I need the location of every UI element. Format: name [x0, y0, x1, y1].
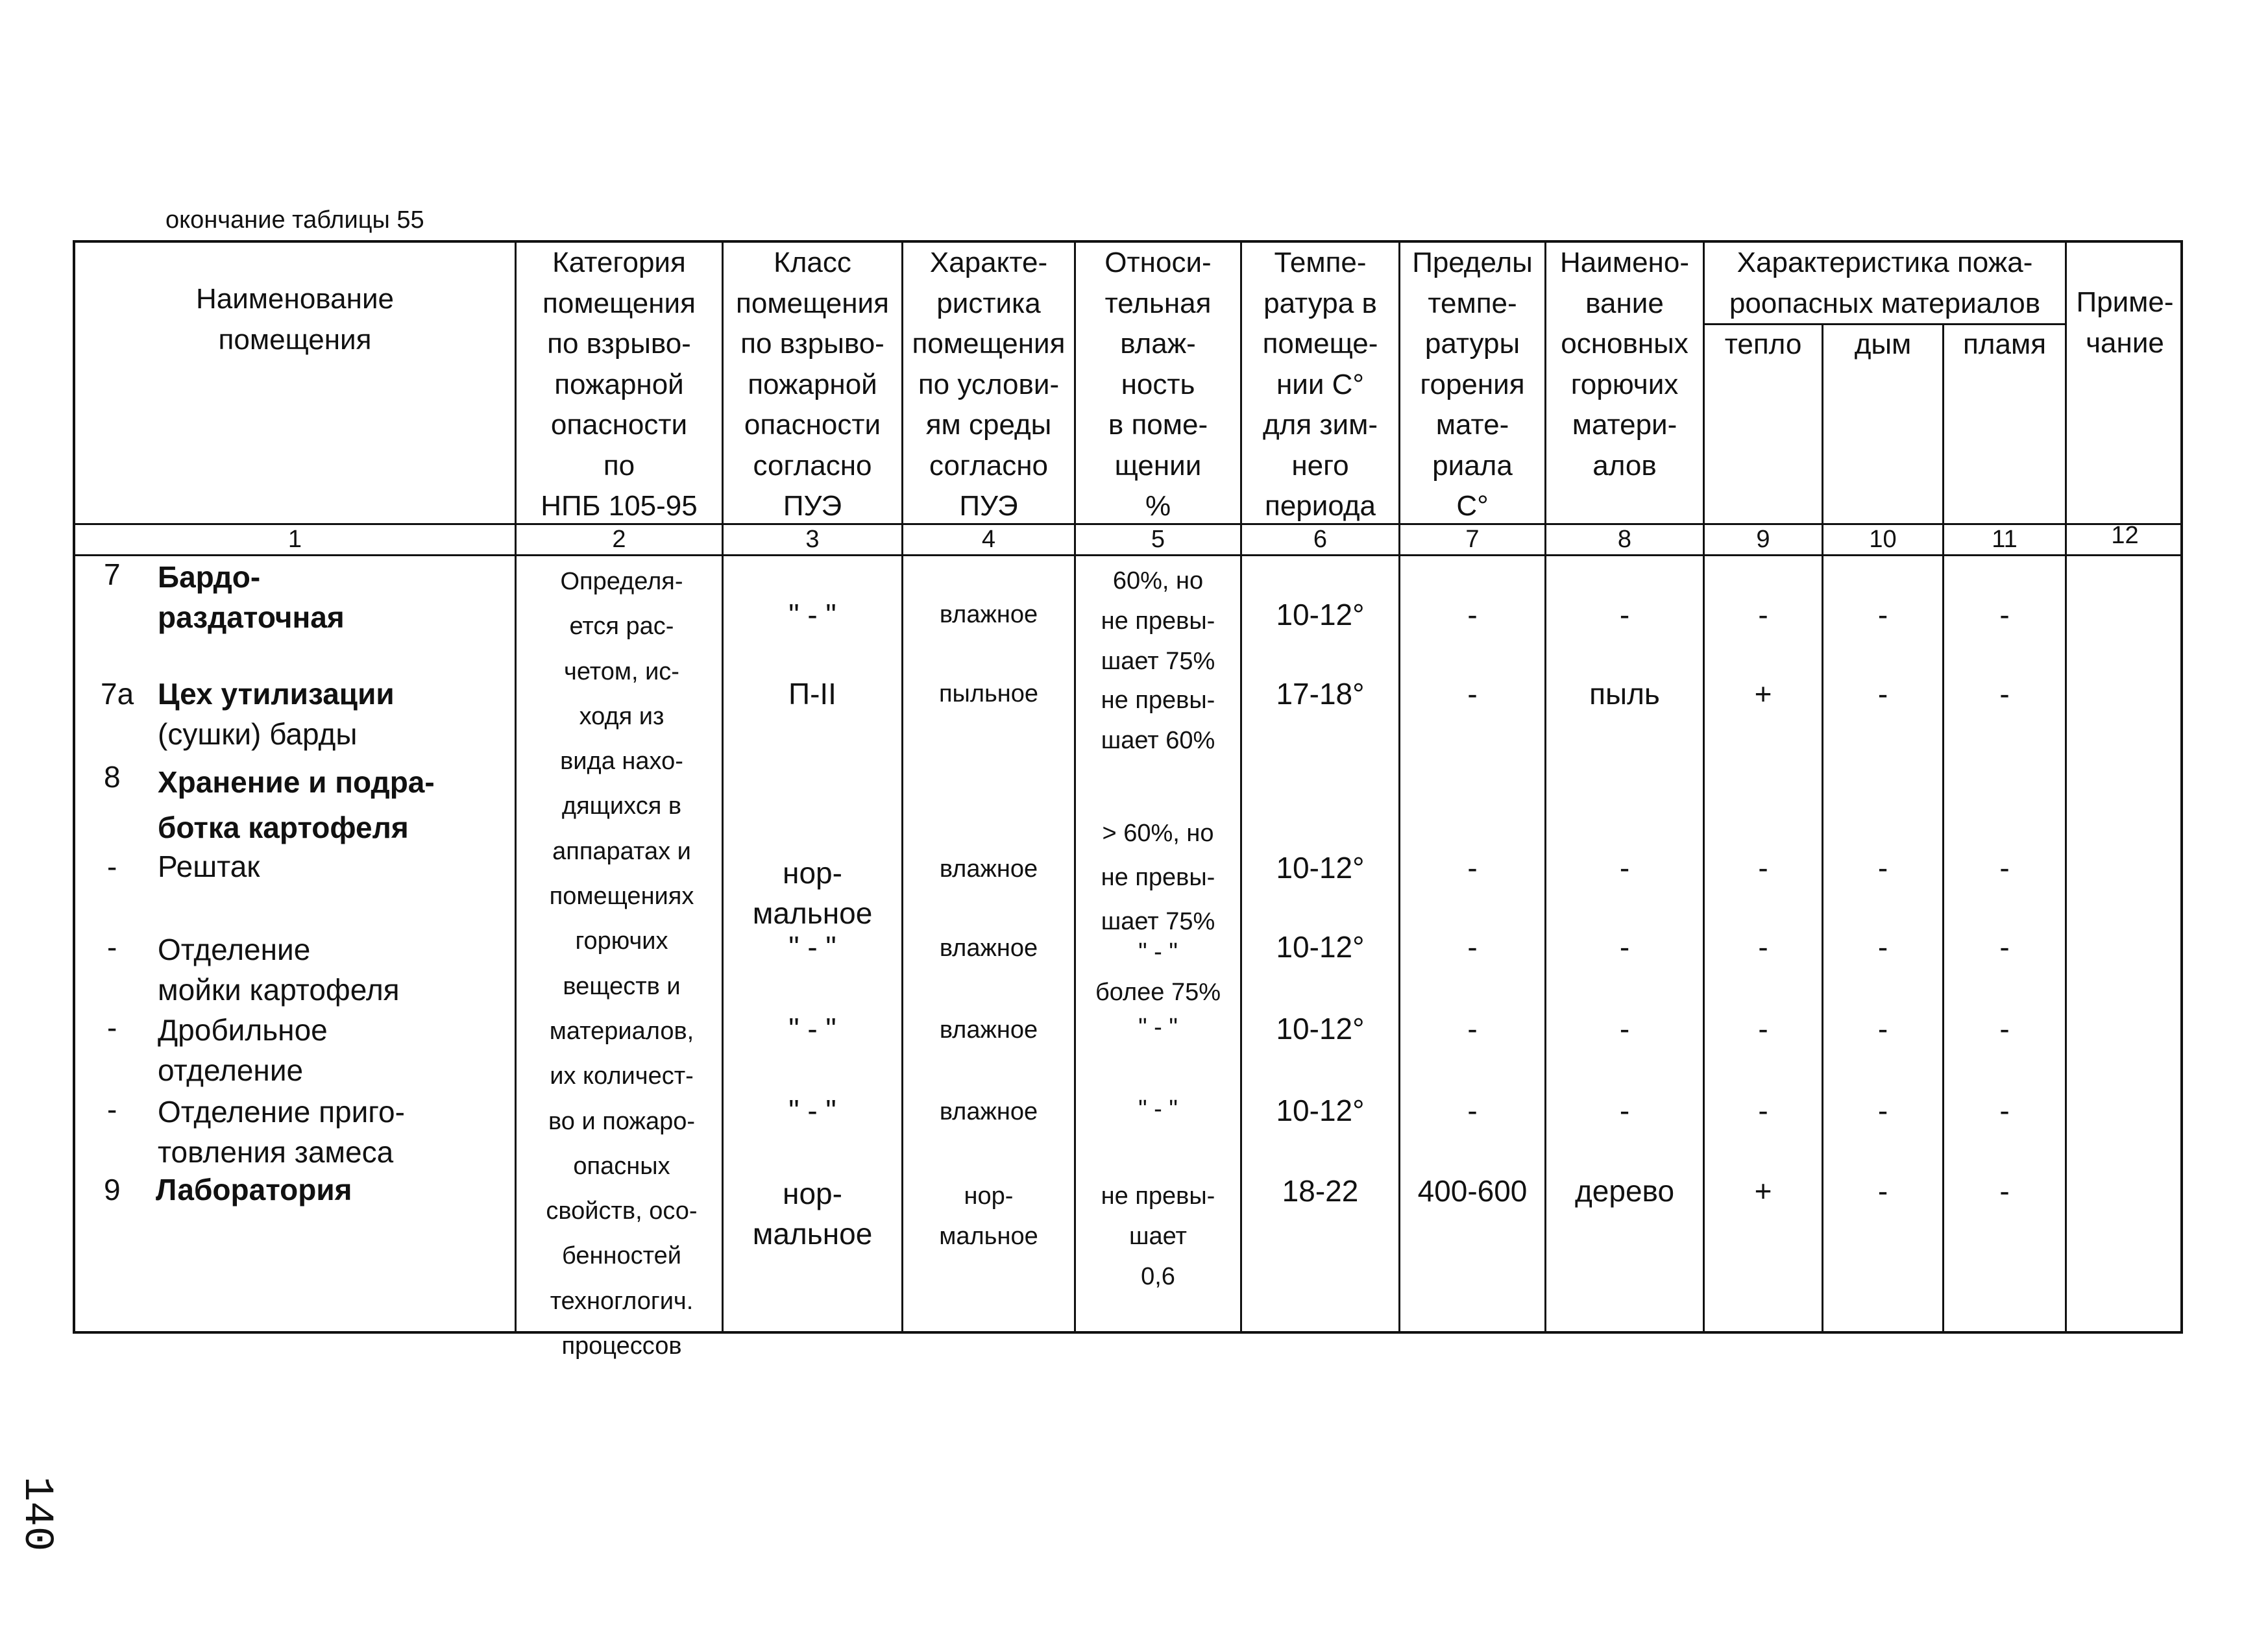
column-number: 1: [287, 526, 302, 553]
cell-class: " - ": [788, 930, 836, 964]
cell-temperature: 10-12°: [1276, 930, 1365, 964]
cell-class: П-II: [788, 677, 836, 711]
page-number: 140: [13, 1476, 60, 1552]
column-number: 2: [612, 526, 626, 553]
header-note: Приме- чание: [2076, 286, 2174, 359]
row-number: 9: [104, 1173, 121, 1206]
row-number: 8: [104, 760, 121, 794]
row-number: -: [107, 850, 117, 883]
header-smoke: дым: [1854, 328, 1912, 360]
header-burn-limits: Пределы темпе- ратуры горения мате- риала С°: [1412, 247, 1533, 522]
room-name: Отделение приго- товления замеса: [158, 1095, 405, 1169]
header-temperature: Темпе- ратура в помеще- нии С° для зим- него периода: [1262, 247, 1378, 522]
cell-flame: -: [1999, 1094, 2010, 1127]
cell-temperature: 10-12°: [1276, 851, 1365, 885]
cell-flame: -: [1999, 598, 2010, 631]
cell-burn-limit: -: [1467, 677, 1478, 711]
table-caption: окончание таблицы 55: [165, 206, 424, 234]
cell-material: -: [1619, 930, 1630, 964]
cell-environment: влажное: [939, 1098, 1038, 1125]
cell-smoke: -: [1877, 851, 1888, 885]
column-number: 10: [1869, 526, 1897, 553]
cell-class: " - ": [788, 598, 836, 631]
column-number: 7: [1465, 526, 1480, 553]
cell-burn-limit: -: [1467, 930, 1478, 964]
cell-heat: -: [1758, 851, 1768, 885]
cell-environment: влажное: [939, 1016, 1038, 1044]
cell-material: дерево: [1574, 1174, 1675, 1208]
cell-heat: -: [1758, 1094, 1768, 1127]
cell-environment: пыльное: [938, 680, 1039, 707]
cell-temperature: 10-12°: [1276, 1094, 1365, 1127]
column-number: 6: [1313, 526, 1328, 553]
cell-smoke: -: [1877, 1094, 1888, 1127]
column-number: 8: [1617, 526, 1632, 553]
cell-heat: -: [1758, 598, 1768, 631]
cell-humidity: " - ": [1138, 1014, 1178, 1041]
cell-material: -: [1619, 851, 1630, 885]
header-environment: Характе- ристика помещения по услови- ям среды согласно ПУЭ: [912, 247, 1066, 522]
cell-flame: -: [1999, 851, 2010, 885]
column-number: 12: [2111, 522, 2139, 549]
column-number: 4: [981, 526, 996, 553]
header-class: Класс помещения по взрыво- пожарной опасности согласно ПУЭ: [736, 247, 889, 522]
column-divider: [2065, 240, 2067, 1334]
cell-heat: -: [1758, 930, 1768, 964]
room-name-continued: (сушки) барды: [158, 717, 358, 751]
cell-class: нор- мальное: [752, 856, 873, 930]
cell-burn-limit: -: [1467, 598, 1478, 631]
cell-class: нор- мальное: [752, 1177, 873, 1251]
row-number: -: [107, 1010, 117, 1044]
header-humidity: Относи- тельная влаж- ность в поме- щении %: [1104, 247, 1212, 522]
cell-smoke: -: [1877, 930, 1888, 964]
cell-environment: влажное: [939, 935, 1038, 962]
cell-environment: влажное: [939, 601, 1038, 628]
header-heat: тепло: [1724, 328, 1802, 360]
cell-humidity: > 60%, но не превы- шает 75%: [1101, 820, 1215, 935]
cell-environment: нор- мальное: [939, 1182, 1038, 1250]
cell-humidity: не превы- шает 0,6: [1101, 1182, 1215, 1290]
row-number: 7а: [101, 677, 134, 711]
cell-material: -: [1619, 598, 1630, 631]
column-divider: [1703, 240, 1705, 1334]
room-name: Бардо- раздаточная: [158, 560, 345, 634]
cell-smoke: -: [1877, 1012, 1888, 1046]
header-materials: Наимено- вание основных горючих матери- алов: [1560, 247, 1689, 482]
column-number: 5: [1151, 526, 1165, 553]
header-category: Категория помещения по взрыво- пожарной опасности по НПБ 105-95: [541, 247, 698, 522]
cell-class: " - ": [788, 1012, 836, 1046]
cell-temperature: 17-18°: [1276, 677, 1365, 711]
numbers-bottom-line: [73, 554, 2183, 556]
cell-humidity: " - ": [1138, 1096, 1178, 1123]
cell-material: -: [1619, 1012, 1630, 1046]
cell-flame: -: [1999, 1174, 2010, 1208]
cell-burn-limit: 400-600: [1417, 1174, 1528, 1208]
row-number: -: [107, 930, 117, 964]
cell-temperature: 18-22: [1282, 1174, 1359, 1208]
column-number: 9: [1756, 526, 1770, 553]
cell-heat: +: [1754, 677, 1772, 711]
cell-material: пыль: [1589, 677, 1660, 711]
cell-temperature: 10-12°: [1276, 598, 1365, 631]
header-fire-characteristics: Характеристика пожа- роопасных материалов: [1729, 247, 2041, 319]
room-name: Дробильное отделение: [158, 1013, 328, 1087]
cell-burn-limit: -: [1467, 851, 1478, 885]
row-number: 7: [104, 557, 121, 591]
cell-burn-limit: -: [1467, 1094, 1478, 1127]
row-number: -: [107, 1092, 117, 1126]
cell-humidity: " - " более 75%: [1095, 938, 1221, 1006]
room-name: Хранение и подра- ботка картофеля: [158, 765, 435, 844]
cell-flame: -: [1999, 677, 2010, 711]
cell-temperature: 10-12°: [1276, 1012, 1365, 1046]
column-number: 3: [805, 526, 820, 553]
cell-material: -: [1619, 1094, 1630, 1127]
cell-smoke: -: [1877, 1174, 1888, 1208]
cell-flame: -: [1999, 1012, 2010, 1046]
cell-environment: влажное: [939, 855, 1038, 883]
cell-smoke: -: [1877, 677, 1888, 711]
cell-humidity: 60%, но не превы- шает 75%: [1101, 567, 1215, 675]
room-name: Лаборатория: [156, 1173, 352, 1206]
room-name: Рештак: [158, 850, 260, 883]
header-room-name: Наименование помещения: [195, 283, 394, 356]
cell-heat: -: [1758, 1012, 1768, 1046]
cell-flame: -: [1999, 930, 2010, 964]
column-number: 11: [1992, 526, 2018, 553]
cell-heat: +: [1754, 1174, 1772, 1208]
cell-smoke: -: [1877, 598, 1888, 631]
cell-class: " - ": [788, 1094, 836, 1127]
cell-burn-limit: -: [1467, 1012, 1478, 1046]
cell-humidity: не превы- шает 60%: [1101, 687, 1215, 754]
room-name: Отделение мойки картофеля: [158, 933, 400, 1007]
header-flame: пламя: [1962, 328, 2047, 360]
room-name: Цех утилизации: [158, 677, 395, 711]
category-description: Определя- ется рас- четом, ис- ходя из вида нахо- дящихся в аппаратах и помещениях горючих веществ и материалов, их количест- во и пожаро- опасных свойств, осо- бенностей техноглогич. процессов: [546, 568, 698, 1360]
